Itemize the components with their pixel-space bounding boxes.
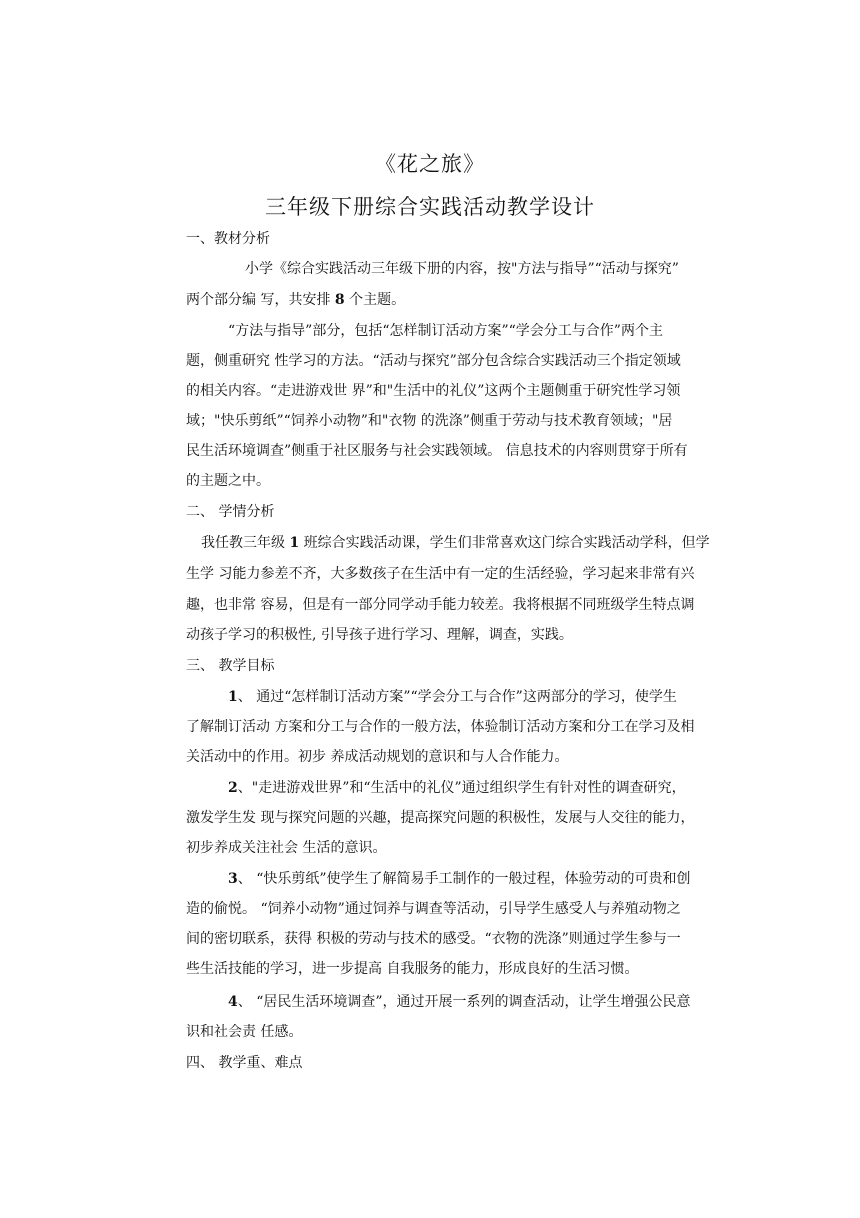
goal-2-line-2: 激发学生发 现与探究问题的兴趣，提高探究问题的积极性，发展与人交往的能力， [186,810,695,826]
s2-line-3: 趣，也非常 容易，但是有一部分同学动手能力较差。我将根据不同班级学生特点调 [186,597,695,613]
s1-p2-line-1: “方法与指导”部分，包括“怎样制订活动方案”“学会分工与合作”两个主 [228,323,663,339]
text-run: 两个部分编 写，共安排 [186,292,335,308]
section-2-heading: 二、 学情分析 [186,504,275,520]
section-1-heading: 一、教材分析 [186,231,270,247]
section-3-heading: 三、 教学目标 [186,658,275,674]
goal-4-line-2: 识和社会责 任感。 [186,1024,303,1040]
doc-subtitle: 三年级下册综合实践活动教学设计 [265,195,595,219]
number-run: 8 [334,292,345,308]
goal-number: 4 [228,994,238,1010]
s1-p1-line-2 [186,289,686,309]
s1-p2-line-4: 域；"快乐剪纸”“饲养小动物”和"衣物 的洗涤”侧重于劳动与技术教育领域；"居 [186,413,673,429]
goal-1-line-2: 了解制订活动 方案和分工与合作的一般方法，体验制订活动方案和分工在学习及相 [186,719,695,735]
goal-3-line-4: 些生活技能的学习，进一步提高 自我服务的能力，形成良好的生活习惯。 [186,961,639,977]
s1-p2-line-5: 民生活环境调查”侧重于社区服务与社会实践领域。 信息技术的内容则贯穿于所有 [186,443,688,459]
text-run: 、 “居民生活环境调查”，通过开展一系列的调查活动，让学生增强公民意 [237,994,691,1010]
doc-title: 《花之旅》 [375,152,485,176]
text-run: 班综合实践活动课，学生们非常喜欢这门综合实践活动学科，但学 [299,535,710,551]
section-4-heading: 四、 教学重、难点 [186,1055,303,1071]
text-run: 、"走进游戏世界”和“生活中的礼仪”通过组织学生有针对性的调查研究， [237,780,686,796]
goal-2-line-3: 初步养成关注社会 生活的意识。 [186,840,387,856]
s2-line-1 [201,532,710,552]
goal-4-line-1 [228,991,728,1011]
goal-3-line-3: 间的密切联系，获得 积极的劳动与技术的感受。“衣物的洗涤”则通过学生参与一 [186,931,681,947]
goal-1-line-3: 关活动中的作用。初步 养成活动规划的意识和与人合作能力。 [186,749,569,765]
text-run: 我任教三年级 [201,535,290,551]
number-run: 1 [289,535,300,551]
goal-2-line-1 [228,777,728,797]
goal-number: 1 [228,689,238,705]
goal-3-line-1 [228,868,728,888]
text-run: 个主题。 [344,292,406,308]
s1-p2-line-3: 的相关内容。“走进游戏世 界”和"生活中的礼仪”这两个主题侧重于研究性学习领 [186,383,681,399]
goal-1-line-1 [228,686,728,706]
s1-p1-line-1: 小学《综合实践活动三年级下册的内容，按"方法与指导”“活动与探究” [245,261,679,277]
goal-number: 2 [228,780,238,796]
s1-p2-line-2: 题，侧重研究 性学习的方法。“活动与探究”部分包含综合实践活动三个指定领域 [186,353,681,369]
text-run: 、 “快乐剪纸”使学生了解简易手工制作的一般过程，体验劳动的可贵和创 [237,871,691,887]
text-run: 、 通过“怎样制订活动方案”“学会分工与合作”这两部分的学习，使学生 [237,689,677,705]
goal-number: 3 [228,871,238,887]
s2-line-2: 生学 习能力参差不齐，大多数孩子在生活中有一定的生活经验，学习起来非常有兴 [186,566,695,582]
s1-p2-line-6: 的主题之中。 [186,473,270,489]
s2-line-4: 动孩子学习的积极性, 引导孩子进行学习、理解，调查，实践。 [186,627,573,643]
goal-3-line-2: 造的偷悦。 “饲养小动物”通过饲养与调查等活动，引导学生感受人与养殖动物之 [186,901,681,917]
